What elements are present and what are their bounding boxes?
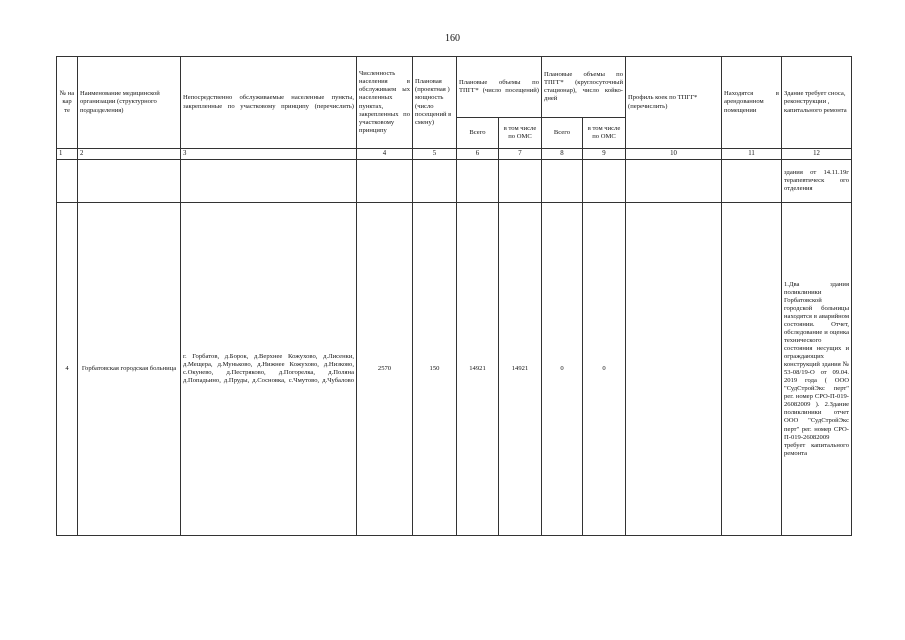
empty-cell: [722, 160, 782, 203]
capacity-value: 150: [413, 203, 457, 536]
empty-cell: [499, 160, 542, 203]
header-organization: Наименование медицинской организации (структурного подразделения): [78, 57, 181, 149]
column-number-row: [57, 149, 852, 160]
header-num: № на кар те: [57, 57, 78, 149]
header-bed-days: Плановые объемы по ТПГГ* (круглосуточный стационар), число койко-дней: [542, 57, 626, 118]
column-number: 11: [722, 149, 782, 160]
column-number: 8: [542, 149, 583, 160]
header-building-state: Здание требует сноса, реконструкции , капитального ремонта: [782, 57, 852, 149]
header-bed-days-total: Всего: [542, 118, 583, 149]
facilities-table: [56, 56, 852, 536]
column-number: 12: [782, 149, 852, 160]
continuation-building-state: здания от 14.11.19г терапевтическ ого отделения: [782, 160, 852, 203]
header-bed-days-oms: в том числе по ОМС: [583, 118, 626, 149]
column-number: 9: [583, 149, 626, 160]
header-bed-profile: Профиль коек по ТПГГ* (перечислить): [626, 57, 722, 149]
header-visits-oms: в том числе по ОМС: [499, 118, 542, 149]
page-number: 160: [445, 33, 460, 44]
continuation-row: [57, 160, 852, 203]
empty-cell: [626, 160, 722, 203]
column-number: 1: [57, 149, 78, 160]
bed-profile-value: [626, 203, 722, 536]
column-number: 4: [357, 149, 413, 160]
empty-cell: [57, 160, 78, 203]
header-row: [57, 57, 852, 118]
column-number: 3: [181, 149, 357, 160]
empty-cell: [413, 160, 457, 203]
empty-cell: [78, 160, 181, 203]
empty-cell: [357, 160, 413, 203]
settlements-list: г. Горбатов, д.Борок, д.Верхнее Кожухово, д.Лисенки, д.Мещера, д.Муньково, д.Нижнее Кожухово, д.Низково, с.Окунево, д.Пестряково, д.Погорелка, д.Поляна д.Попадьино, д.Пруды, д.Сосновка, с.Чмутово, д.Чубалово: [181, 203, 357, 536]
bed-days-total-value: 0: [542, 203, 583, 536]
column-number: 6: [457, 149, 499, 160]
row-number: 4: [57, 203, 78, 536]
column-number: 7: [499, 149, 542, 160]
organization-name: Горбатовская городская больница: [78, 203, 181, 536]
empty-cell: [181, 160, 357, 203]
bed-days-oms-value: 0: [583, 203, 626, 536]
visits-total-value: 14921: [457, 203, 499, 536]
empty-cell: [457, 160, 499, 203]
table-row: [57, 203, 852, 536]
header-capacity: Плановая (проектная ) мощность (число посещений в смену): [413, 57, 457, 149]
column-number: 2: [78, 149, 181, 160]
rented-value: [722, 203, 782, 536]
empty-cell: [583, 160, 626, 203]
population-value: 2570: [357, 203, 413, 536]
header-rented: Находятся в арендованном помещении: [722, 57, 782, 149]
column-number: 10: [626, 149, 722, 160]
column-number: 5: [413, 149, 457, 160]
header-population: Численность населения в обслуживаем ых населенных пунктах, закрепленных по участковому принципу: [357, 57, 413, 149]
building-state-value: 1.Два здания поликлиники Горбатовской городской больницы находятся в аварийном состоянии. Отчет, обследование и оценка технического состояния несущих и ограждающих конструкций здания № 53-08/19-О от 09.04. 2019 года ( ООО "СудСтройЭкс перт" рег. номер СРО-П-019-26082009 ). 2.Здание поликлиники отчет ООО "СудСтройЭкс перт" рег. номер СРО-П-019-26082009 требует капитального ремонта: [782, 203, 852, 536]
header-visits: Плановые объемы по ТПГГ* (число посещений): [457, 57, 542, 118]
header-settlements: Непосредственно обслуживаемые населенные пункты, закрепленные по участковому принципу (перечислить): [181, 57, 357, 149]
empty-cell: [542, 160, 583, 203]
header-visits-total: Всего: [457, 118, 499, 149]
visits-oms-value: 14921: [499, 203, 542, 536]
